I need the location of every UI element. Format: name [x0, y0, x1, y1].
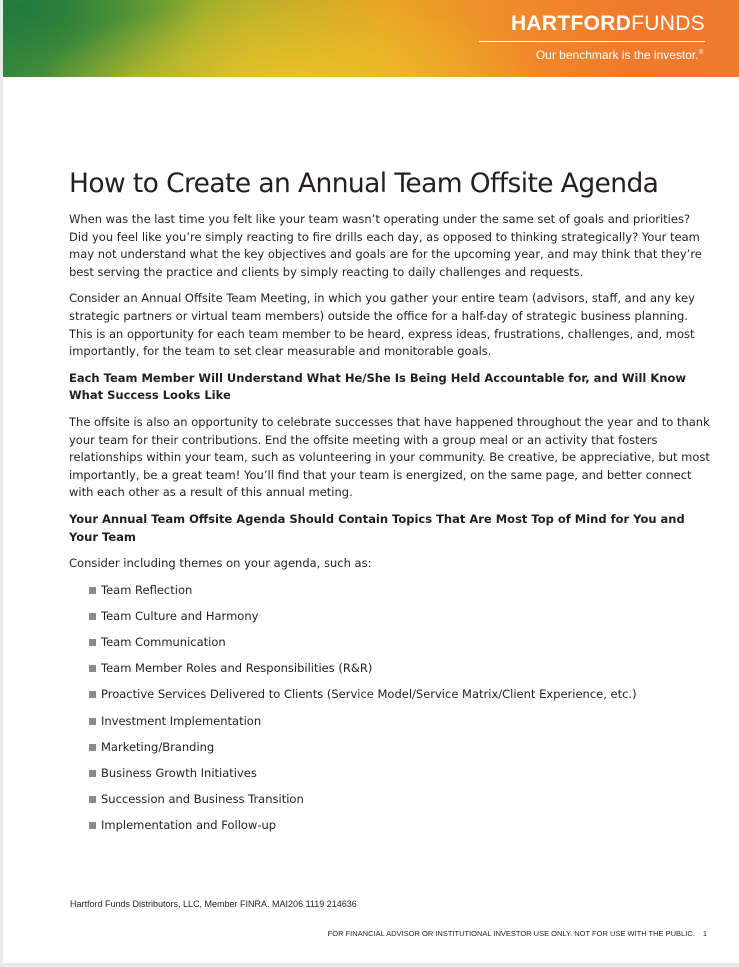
list-intro: Consider including themes on your agenda, such as: [69, 556, 372, 571]
list-item: Team Member Roles and Responsibilities (R&R) [89, 660, 713, 677]
list-item: Marketing/Branding [89, 739, 713, 756]
accountability-subheading: Each Team Member Will Understand What He/She Is Being Held Accountable for, and Will Know What Success Looks Like [69, 370, 686, 403]
distributor-footnote: Hartford Funds Distributors, LLC, Member FINRA. MAI206 1119 214636 [70, 899, 357, 909]
logo-wordmark-light: FUNDS [631, 12, 705, 35]
list-item: Team Culture and Harmony [89, 608, 713, 625]
document-body [69, 168, 713, 844]
list-item: Proactive Services Delivered to Clients (Service Model/Service Matrix/Client Experience, etc.) [89, 686, 713, 703]
registered-mark: ® [698, 50, 703, 56]
list-item: Team Reflection [89, 582, 713, 599]
intro-paragraph: When was the last time you felt like your team wasn’t operating under the same set of goals and priorities? Did you feel like you’re simply reacting to fire drills each day, as opposed to thinking strategically? Your team may not understand what the key objectives and goals are for the upcoming year, and may think that they’re best serving the practice and clients by simply reacting to daily challenges and requests. [69, 212, 702, 279]
list-item: Team Communication [89, 634, 713, 651]
agenda-topics-subheading: Your Annual Team Offsite Agenda Should Contain Topics That Are Most Top of Mind for You and Your Team [69, 511, 685, 544]
list-item: Succession and Business Transition [89, 791, 713, 808]
disclaimer-text: FOR FINANCIAL ADVISOR OR INSTITUTIONAL INVESTOR USE ONLY. NOT FOR USE WITH THE PUBLIC. [327, 929, 695, 938]
document-page [3, 0, 739, 963]
usage-disclaimer [328, 929, 707, 938]
list-item: Business Growth Initiatives [89, 765, 713, 782]
page-number: 1 [702, 929, 707, 938]
celebrate-paragraph: The offsite is also an opportunity to celebrate successes that have happened throughout the year and to thank your team for their contributions. End the offsite meeting with a group meal or an activity that fosters relationships within your team, such as volunteering in your community. Be creative, be appreciative, but most importantly, be a great team! You’ll find that your team is energized, on the same page, and better connect with each other as a result of this annual meting. [69, 414, 710, 500]
agenda-topics-list [69, 582, 713, 835]
list-item: Investment Implementation [89, 713, 713, 730]
offsite-meeting-paragraph: Consider an Annual Offsite Team Meeting, in which you gather your entire team (advisors, staff, and any key strategic partners or virtual team members) outside the office for a half-day of strategic business planning. This is an opportunity for each team member to be heard, express ideas, frustrations, challenges, and, most importantly, for the team to set clear measurable and monitorable goals. [69, 291, 695, 359]
page-title: How to Create an Annual Team Offsite Agenda [69, 168, 659, 199]
header-banner [3, 0, 739, 77]
logo-wordmark-bold: HARTFORD [510, 12, 632, 35]
list-item: Implementation and Follow-up [89, 817, 713, 834]
hartford-funds-logo [511, 12, 705, 36]
logo-divider [479, 41, 705, 42]
tagline-text: Our benchmark is the investor. [535, 48, 699, 62]
logo-tagline [536, 48, 703, 62]
